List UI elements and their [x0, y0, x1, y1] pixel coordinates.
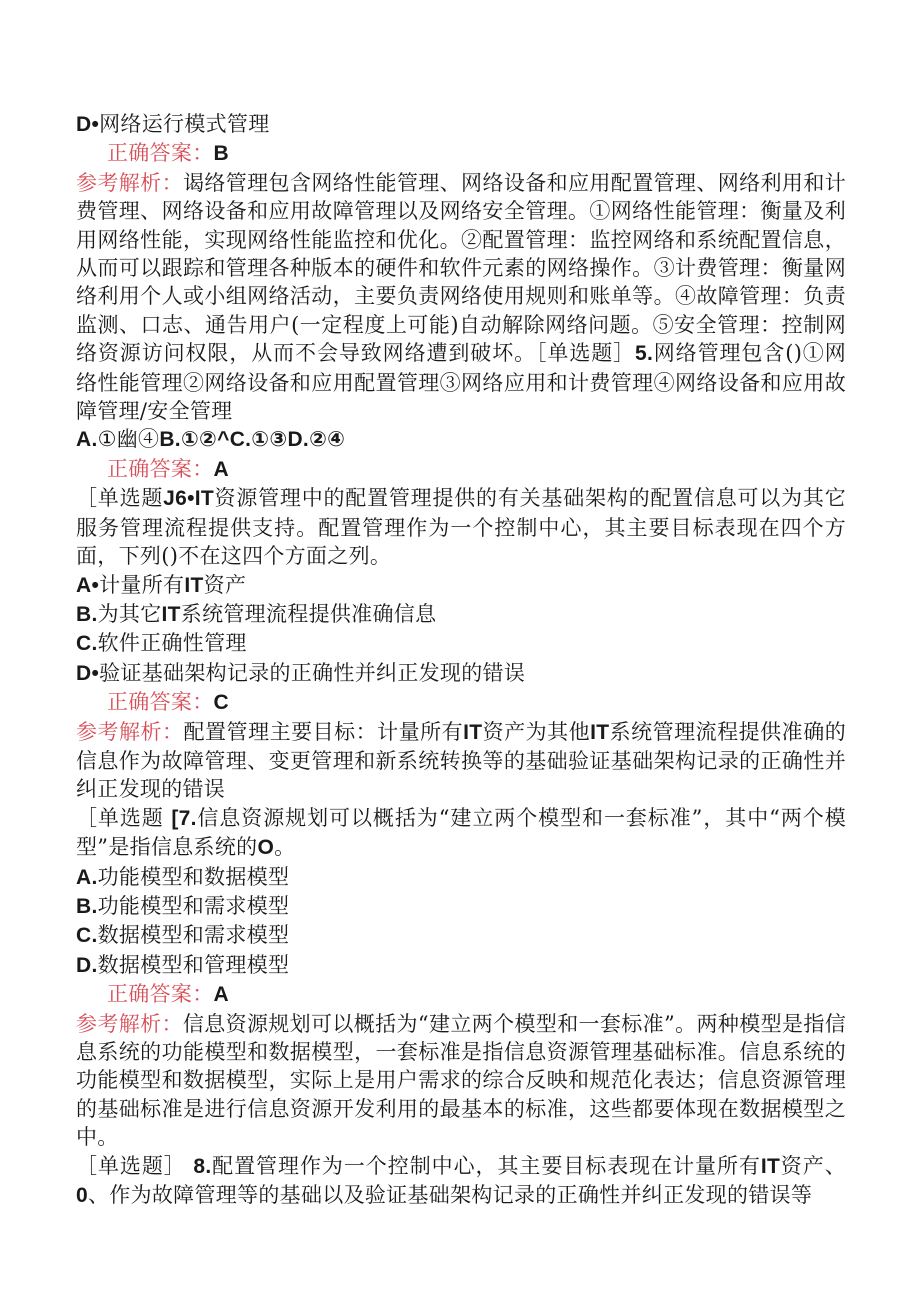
option-text: 数据模型和管理模型: [97, 952, 290, 977]
option-text: 为其它: [97, 601, 162, 626]
answer-value: B: [213, 142, 229, 166]
q6-analysis: [76, 718, 846, 804]
q4-correct-answer: [76, 139, 846, 168]
option-text-c: ①③: [251, 428, 288, 452]
answer-value: A: [213, 983, 229, 1007]
option-text-bold: IT: [161, 602, 181, 626]
option-key: C.: [76, 632, 98, 656]
option-text: 功能模型和需求模型: [97, 893, 290, 918]
option-text-a: ①幽④: [97, 427, 160, 452]
q5-correct-answer: [76, 455, 846, 484]
q8-type-tag: ［单选题］: [76, 1153, 186, 1178]
q7-stem-end: 。: [274, 835, 296, 860]
q8-stem-text: 配置管理作为一个控制中心，其主要目标表现在计量所有: [211, 1153, 761, 1178]
q7-analysis: [76, 1010, 846, 1152]
q7-option-b: [76, 892, 846, 921]
q8-stem-text: 资产、: [780, 1153, 846, 1178]
q6-option-a: [76, 571, 846, 600]
q7-stem-text: 信息资源规划可以概括为“建立两个模型和一套标准”，其中“两个模型”是指信息系统的: [76, 805, 846, 860]
option-key: A.: [76, 865, 98, 889]
q7-stem: [76, 804, 846, 863]
q7-correct-answer: [76, 980, 846, 1009]
analysis-label: 参考解析：: [76, 170, 183, 195]
option-key: D.: [76, 953, 98, 977]
q6-correct-answer: [76, 688, 846, 717]
option-text-b: ①②^: [180, 428, 230, 452]
q6-stem-text: 资源管理中的配置管理提供的有关基础架构的配置信息可以为其它服务管理流程提供支持。配置管理作为一个控制中心，其主要目标表现在四个方面，下列()不在这四个方面之列。: [76, 486, 846, 569]
q6-option-b: [76, 600, 846, 629]
analysis-label: 参考解析：: [76, 719, 184, 744]
document-page: [76, 110, 846, 1210]
option-text: 数据模型和需求模型: [97, 923, 290, 948]
q4-analysis: [76, 169, 846, 426]
q7-option-d: [76, 951, 846, 980]
option-key-b: B.: [159, 428, 181, 452]
q7-option-c: [76, 921, 846, 950]
option-text-tail: 系统管理流程提供准确信息: [180, 601, 437, 626]
q5-number: 5.: [635, 342, 654, 366]
option-text: 软件正确性管理: [97, 631, 247, 656]
q8-stem-text: 、作为故障管理等的基础以及验证基础架构记录的正确性并纠正发现的错误等: [87, 1183, 813, 1208]
answer-label: 正确答案：: [107, 690, 214, 715]
option-text-d: ②④: [309, 428, 346, 452]
answer-label: 正确答案：: [107, 456, 214, 481]
q7-stem-blank: O: [257, 836, 275, 860]
q8-stem: [76, 1152, 846, 1211]
q8-stem-blank: 0: [76, 1184, 88, 1208]
option-text: 验证基础架构记录的正确性并纠正发现的错误: [99, 660, 526, 685]
q6-number: J6•IT: [163, 487, 215, 511]
q7-number: [7.: [171, 806, 197, 830]
q5-options: [76, 425, 846, 454]
q6-option-d: [76, 659, 846, 688]
answer-value: A: [213, 457, 229, 481]
option-key-c: C.: [229, 428, 252, 452]
answer-label: 正确答案：: [107, 141, 214, 166]
analysis-text: 谒络管理包含网络性能管理、网络设备和应用配置管理、网络利用和计费管理、网络设备和应用故障管理以及网络安全管理。①网络性能管理：衡量及利用网络性能，实现网络性能监控和优化。②配置管理：监控网络和系统配置信息，从而可以跟踪和管理各种版本的硬件和软件元素的网络操作。③计费管理：衡量网络利用个人或小组网络活动，主要负责网络使用规则和账单等。④故障管理：负责监测、口志、通告用户(一定程度上可能)自动解除网络问题。⑤安全管理：控制网络资源访问权限，从而不会导致网络遭到破坏。: [76, 170, 847, 366]
option-text-bold: IT: [184, 573, 204, 597]
analysis-text-bold: IT: [590, 720, 610, 744]
option-key: B.: [76, 894, 98, 918]
option-key-d: D.: [287, 428, 310, 452]
q8-number: 8.: [193, 1154, 212, 1178]
q6-stem: [76, 484, 846, 570]
option-key-a: A.: [76, 428, 98, 452]
option-key: B.: [76, 602, 98, 626]
analysis-label: 参考解析：: [76, 1011, 183, 1036]
option-key: D•: [76, 661, 100, 685]
analysis-text: 配置管理主要目标：计量所有: [183, 719, 464, 744]
analysis-text: 信息资源规划可以概括为“建立两个模型和一套标准”。两种模型是指信息系统的功能模型和数据模型，一套标准是指信息资源管理基础标准。信息系统的功能模型和数据模型，实际上是用户需求的综合反映和规范化表达；信息资源管理的基础标准是进行信息资源开发利用的最基本的标准，这些都要体现在数据模型之中。: [76, 1011, 846, 1150]
q7-type-tag: ［单选题: [76, 805, 164, 830]
option-key: D•: [76, 113, 100, 136]
analysis-text: 资产为其他: [482, 719, 591, 744]
q5-type-tag: ［单选题］: [536, 341, 636, 366]
option-text: 网络运行模式管理: [99, 112, 270, 136]
q7-option-a: [76, 863, 846, 892]
answer-value: C: [213, 691, 229, 715]
option-text: 功能模型和数据模型: [97, 864, 290, 889]
option-key: A•: [76, 573, 100, 597]
q5-stem: 网络管理包含()①网络性能管理②网络设备和应用配置管理③网络应用和计费管理④网络设备和应用故障管理/安全管理: [76, 341, 847, 424]
analysis-text: 系统管理流程提供准确的信息作为故障管理、变更管理和新系统转换等的基础验证基础架构记录的正确性并纠正发现的错误: [76, 719, 846, 802]
option-text: 计量所有: [99, 572, 185, 597]
q6-option-c: [76, 629, 846, 658]
answer-label: 正确答案：: [107, 982, 214, 1007]
analysis-text-bold: IT: [463, 720, 483, 744]
option-key: C.: [76, 924, 98, 948]
q8-stem-bold: IT: [760, 1154, 781, 1178]
option-text-tail: 资产: [203, 572, 247, 597]
q4-option-d: [76, 110, 846, 139]
q6-type-tag: ［单选题: [76, 486, 164, 511]
